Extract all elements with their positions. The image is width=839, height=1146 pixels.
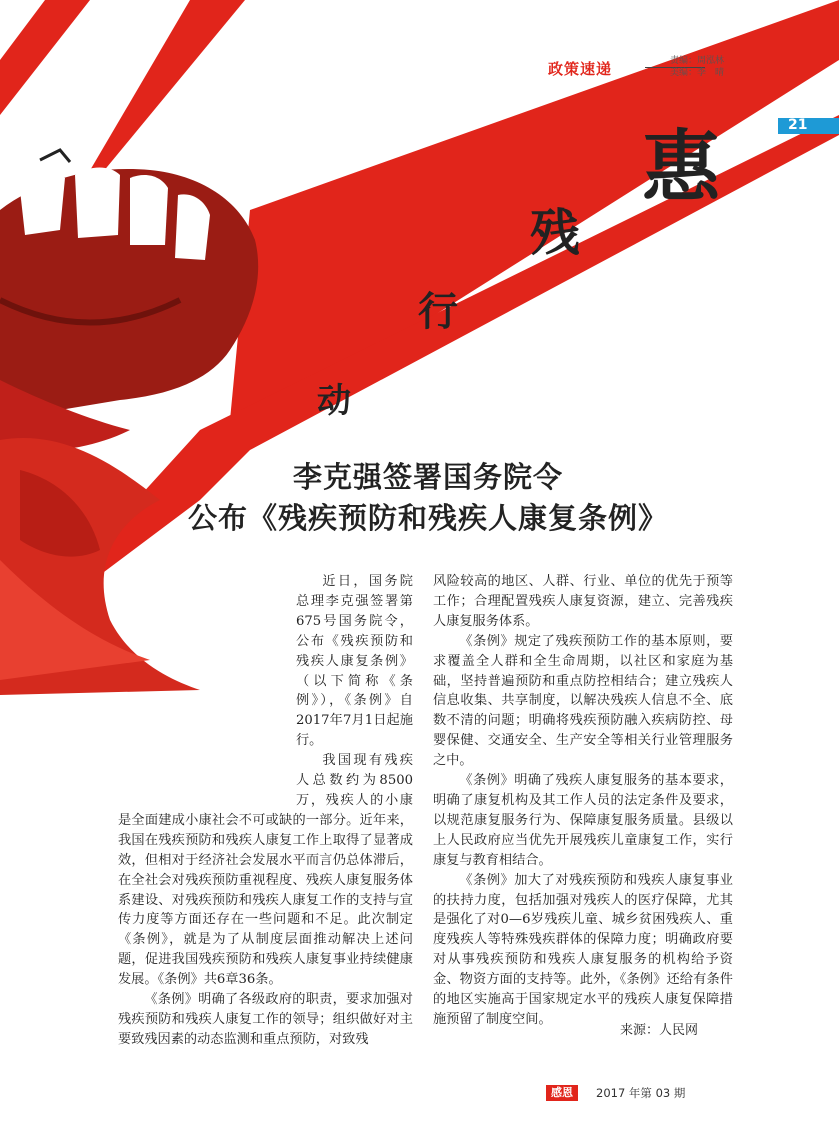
red-ray-upper xyxy=(0,0,90,115)
banner-char-4: 动 xyxy=(317,381,351,421)
page-number: 21 xyxy=(788,117,808,133)
fist-icon xyxy=(0,150,258,452)
paragraph: 风险较高的地区、人群、行业、单位的优先于预等工作；合理配置残疾人康复资源，建立、完善残疾人康复服务体系。 xyxy=(433,574,733,629)
editor-credits xyxy=(670,55,724,79)
paragraph: 《条例》明确了各级政府的职责，要求加强对残疾预防和残疾人康复工作的领导；组织做好对主要致残因素的动态监测和重点预防，对致残 xyxy=(118,992,413,1047)
banner-char-3: 行 xyxy=(418,289,458,335)
paragraph: 《条例》加大了对残疾预防和残疾人康复事业的扶持力度，包括加强对残疾人的医疗保障，尤其是强化了对0—6岁残疾儿童、城乡贫困残疾人、重度残疾人等特殊残疾群体的保障力度；明确政府要对从事残疾预防和残疾人康复服务的机构给予资金、物资方面的支持等。此外，《条例》还给有条件的地区实施高于国家规定水平的残疾人康复保障措施预留了制度空间。 xyxy=(433,872,733,1027)
headline-line-2: 公布《残疾预防和残疾人康复条例》 xyxy=(187,501,668,535)
article-column-left xyxy=(118,572,413,1050)
section-title: 政策速递 xyxy=(548,60,613,78)
paragraph: 《条例》规定了残疾预防工作的基本原则，要求覆盖全人群和全生命周期，以社区和家庭为基础，坚持普遍预防和重点防控相结合；建立残疾人信息收集、共享制度，以解决残疾人信息不全、底数不清的问题；明确将残疾预防融入疾病防控、母婴保健、交通安全、生产安全等相关行业管理服务之中。 xyxy=(433,633,733,769)
article-column-right xyxy=(433,572,733,1030)
magazine-logo: 感恩 xyxy=(546,1085,578,1101)
banner-char-2: 残 xyxy=(530,204,580,262)
editor-name: 责编：周泓林 xyxy=(670,56,725,66)
issue-number: 2017 年第 03 期 xyxy=(596,1086,686,1100)
banner-char-1: 惠 xyxy=(642,123,721,213)
headline-line-1: 李克强签署国务院令 xyxy=(292,460,563,494)
article-source: 来源：人民网 xyxy=(620,1023,699,1038)
chevron-right-icon: » xyxy=(777,116,787,132)
art-editor-name: 美编：李 晴 xyxy=(670,68,725,78)
paragraph: 我国现有残疾人总数约为8500万，残疾人的小康是全面建成小康社会不可或缺的一部分。近年来，我国在残疾预防和残疾人康复工作上取得了显著成效，但相对于经济社会发展水平而言仍总体滞后，在全社会对残疾预防重视程度、残疾人康复服务体系建设、对残疾预防和残疾人康复工作的支持与宣传力度等方面还存在一些问题和不足。此次制定《条例》，就是为了从制度层面推动解决上述问题，促进我国残疾预防和残疾人康复事业持续健康发展。《条例》共6章36条。 xyxy=(118,753,413,988)
paragraph: 近日，国务院总理李克强签署第675号国务院令，公布《残疾预防和残疾人康复条例》（以下简称《条例》），《条例》自2017年7月1日起施行。 xyxy=(296,574,413,749)
paragraph: 《条例》明确了残疾人康复服务的基本要求，明确了康复机构及其工作人员的法定条件及要求，以规范康复服务行为、保障康复服务质量。县级以上人民政府应当优先开展残疾儿童康复工作，实行康复与教育相结合。 xyxy=(433,773,733,868)
